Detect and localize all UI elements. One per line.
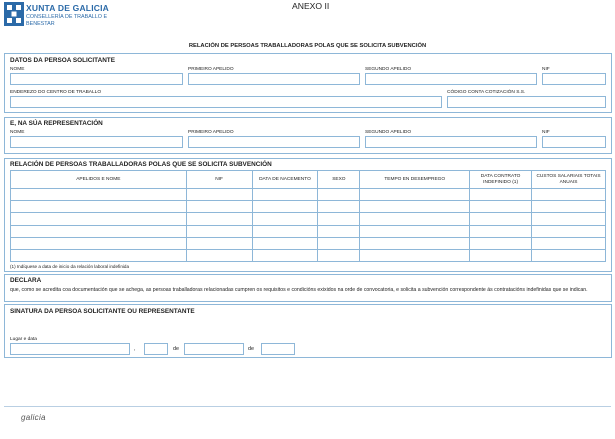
table-cell[interactable] [186, 237, 252, 249]
table-cell[interactable] [470, 213, 532, 225]
table-cell[interactable] [470, 225, 532, 237]
column-header: NIF [186, 171, 252, 189]
rep-nif-label: NIF [542, 130, 550, 135]
table-cell[interactable] [186, 225, 252, 237]
column-header: APELIDOS E NOME [11, 171, 187, 189]
table-cell[interactable] [252, 213, 318, 225]
galicia-footer-logo: galicia [21, 413, 46, 422]
column-header: TEMPO EN DESEMPREGO [360, 171, 470, 189]
table-row [11, 201, 606, 213]
table-cell[interactable] [186, 201, 252, 213]
rep-name-field[interactable] [10, 136, 183, 148]
table-cell[interactable] [360, 237, 470, 249]
table-cell[interactable] [11, 225, 187, 237]
representative-section-title: E, NA SÚA REPRESENTACIÓN [10, 120, 103, 127]
table-cell[interactable] [360, 189, 470, 201]
table-cell[interactable] [252, 237, 318, 249]
workers-table [10, 170, 606, 262]
table-cell[interactable] [532, 225, 606, 237]
table-cell[interactable] [360, 213, 470, 225]
table-cell[interactable] [532, 189, 606, 201]
table-cell[interactable] [532, 237, 606, 249]
table-cell[interactable] [11, 249, 187, 261]
applicant-section-title: DATOS DA PERSOA SOLICITANTE [10, 57, 115, 64]
rep-surname1-label: PRIMEIRO APELIDO [188, 130, 234, 135]
table-cell[interactable] [318, 189, 360, 201]
xunta-logo-icon [4, 2, 24, 26]
org-name: XUNTA DE GALICIA [26, 3, 110, 13]
table-row [11, 213, 606, 225]
declara-section [4, 274, 612, 302]
table-cell[interactable] [470, 237, 532, 249]
table-cell[interactable] [252, 249, 318, 261]
applicant-section [4, 53, 612, 113]
table-cell[interactable] [470, 249, 532, 261]
table-cell[interactable] [360, 201, 470, 213]
rep-surname2-field[interactable] [365, 136, 537, 148]
representative-section [4, 117, 612, 154]
column-header: DATA DE NACEMENTO [252, 171, 318, 189]
table-cell[interactable] [252, 189, 318, 201]
table-cell[interactable] [532, 213, 606, 225]
column-header: DATA CONTRATO INDEFINIDO (1) [470, 171, 532, 189]
column-header: SEXO [318, 171, 360, 189]
rep-nif-field[interactable] [542, 136, 606, 148]
column-header: CUSTOS SALARIAIS TOTAIS ANUAIS [532, 171, 606, 189]
applicant-ss-code-field[interactable] [447, 96, 606, 108]
rep-surname2-label: SEGUNDO APELIDO [365, 130, 412, 135]
table-row [11, 189, 606, 201]
applicant-name-label: NOME [10, 67, 25, 72]
table-cell[interactable] [11, 213, 187, 225]
place-date-label: Lugar e data [10, 337, 37, 342]
table-cell[interactable] [470, 201, 532, 213]
table-cell[interactable] [360, 249, 470, 261]
declara-text: que, como se acredita coa documentación que se achega, as persoas traballadoras relacionadas cumpren os requisitos e condicións exixidos na orde de convocatoria, e solicita a subvención correspondente ás contratacións indefinidas que se indican. [10, 287, 588, 293]
table-cell[interactable] [186, 213, 252, 225]
applicant-name-field[interactable] [10, 73, 183, 85]
annex-label: ANEXO II [292, 1, 330, 11]
table-cell[interactable] [318, 249, 360, 261]
rep-name-label: NOME [10, 130, 25, 135]
signature-title: SINATURA DA PERSOA SOLICITANTE OU REPRESENTANTE [10, 308, 195, 315]
table-cell[interactable] [318, 201, 360, 213]
applicant-surname2-label: SEGUNDO APELIDO [365, 67, 412, 72]
applicant-address-field[interactable] [10, 96, 442, 108]
table-cell[interactable] [186, 249, 252, 261]
table-cell[interactable] [532, 201, 606, 213]
place-field[interactable] [10, 343, 130, 355]
table-cell[interactable] [11, 237, 187, 249]
applicant-address-label: ENDEREZO DO CENTRO DE TRABALLO [10, 90, 102, 95]
declara-title: DECLARA [10, 277, 42, 284]
table-cell[interactable] [318, 225, 360, 237]
applicant-surname2-field[interactable] [365, 73, 537, 85]
year-field[interactable] [261, 343, 295, 355]
table-cell[interactable] [360, 225, 470, 237]
applicant-nif-field[interactable] [542, 73, 606, 85]
table-row [11, 237, 606, 249]
applicant-nif-label: NIF [542, 67, 550, 72]
table-cell[interactable] [252, 201, 318, 213]
day-field[interactable] [144, 343, 168, 355]
workers-table-header [11, 171, 606, 189]
applicant-surname1-field[interactable] [188, 73, 360, 85]
table-cell[interactable] [11, 201, 187, 213]
table-cell[interactable] [252, 225, 318, 237]
table-cell[interactable] [318, 213, 360, 225]
table-cell[interactable] [186, 189, 252, 201]
footer-divider [4, 406, 611, 432]
table-cell[interactable] [470, 189, 532, 201]
table-row [11, 249, 606, 261]
department-name: CONSELLERÍA DE TRABALLO E BENESTAR [26, 14, 108, 27]
rep-surname1-field[interactable] [188, 136, 360, 148]
table-row [11, 225, 606, 237]
applicant-surname1-label: PRIMEIRO APELIDO [188, 67, 234, 72]
table-footnote: (1) Indíquese a data de inicio da relación laboral indefinida [10, 264, 130, 269]
de-separator-2: de [248, 346, 254, 352]
table-cell[interactable] [318, 237, 360, 249]
month-field[interactable] [184, 343, 244, 355]
comma-separator: , [134, 346, 136, 352]
table-cell[interactable] [532, 249, 606, 261]
workers-section-title: RELACIÓN DE PERSOAS TRABALLADORAS POLAS QUE SE SOLICITA SUBVENCIÓN [10, 161, 272, 168]
de-separator-1: de [173, 346, 179, 352]
table-cell[interactable] [11, 189, 187, 201]
applicant-ss-code-label: CÓDIGO CONTA COTIZACIÓN S.S. [447, 90, 526, 95]
document-title: RELACIÓN DE PERSOAS TRABALLADORAS POLAS QUE SE SOLICITA SUBVENCIÓN [188, 43, 427, 49]
